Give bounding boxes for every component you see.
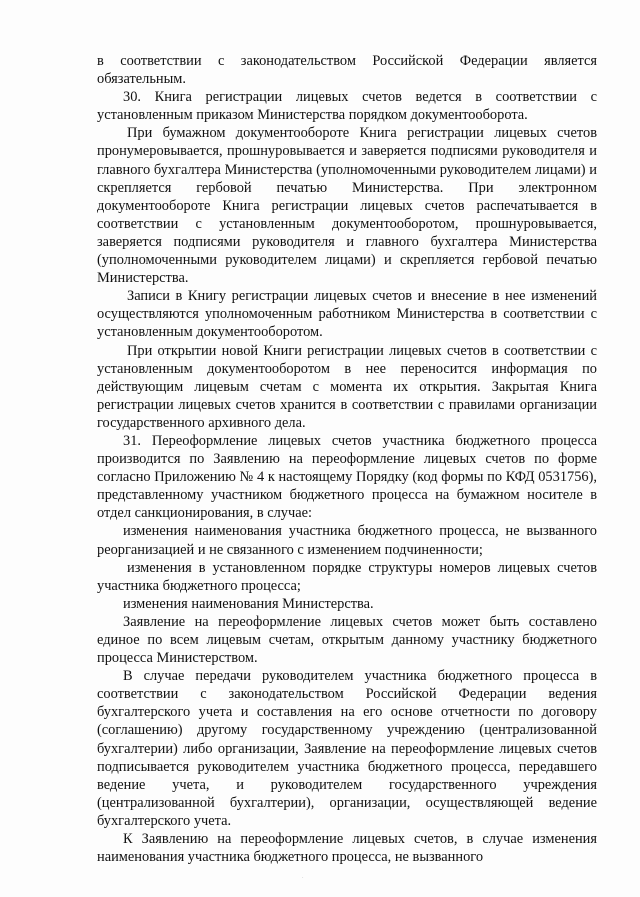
paragraph-paper-workflow: При бумажном документообороте Книга регистрации лицевых счетов пронумеровывается, прошнуровывается и заверяется подписями руководителя и главного бухгалтера Министерства (уполномоченными руководителем лицами) и скрепляется гербовой печатью Министерства. При электронном документообороте Книга регистрации лицевых счетов распечатывается в соответствии с установленным документооборотом, прошнуровывается, заверяется подписями руководителя и главного бухгалтера Министерства (уполномоченными руководителем лицами) и скрепляется гербовой печатью Министерства. [97, 125, 597, 287]
paragraph-continuation: в соответствии с законодательством Российской Федерации является обязательным. [97, 53, 597, 88]
page-mark: . [302, 874, 304, 880]
paragraph-new-book: При открытии новой Книги регистрации лицевых счетов в соответствии с установленным документооборотом в нее переносится информация по действующим лицевым счетам с момента их открытия. Закрытая Книга регистрации лицевых счетов хранится в соответствии с правилами организации государственного архивного дела. [97, 342, 597, 431]
list-item-name-change: изменения наименования участника бюджетного процесса, не вызванного реорганизацией и не связанного с изменением подчиненности; [97, 523, 597, 558]
document-body [97, 52, 597, 866]
paragraph-30: 30. Книга регистрации лицевых счетов ведется в соответствии с установленным приказом Министерства порядком документооборота. [97, 89, 597, 124]
paragraph-transfer-accounting: В случае передачи руководителем участника бюджетного процесса в соответствии с законодательством Российской Федерации ведения бухгалтерского учета и составления на его основе отчетности по договору (соглашению) другому государственному учреждению (централизованной бухгалтерии) либо организации, Заявление на переоформление лицевых счетов подписывается руководителем участника бюджетного процесса, передавшего ведение учета, и руководителем государственного учреждения (централизованной бухгалтерии), организации, осуществляющей ведение бухгалтерского учета. [97, 668, 597, 829]
paragraph-single-application: Заявление на переоформление лицевых счетов может быть составлено единое по всем лицевым счетам, открытым данному участнику бюджетного процесса Министерством. [97, 613, 597, 667]
paragraph-31: 31. Переоформление лицевых счетов участника бюджетного процесса производится по Заявлению на переоформление лицевых счетов по форме согласно Приложению № 4 к настоящему Порядку (код формы по КФД 0531756), представленному участником бюджетного процесса на бумажном носителе в отдел санкционирования, в случае: [97, 432, 597, 522]
list-item-ministry-name: изменения наименования Министерства. [123, 595, 374, 612]
paragraph-records: Записи в Книгу регистрации лицевых счетов и внесение в нее изменений осуществляются уполномоченным работником Министерства в соответствии с установленным документооборотом. [97, 288, 597, 341]
paragraph-application-attachments: К Заявлению на переоформление лицевых счетов, в случае изменения наименования участника бюджетного процесса, не вызванного [97, 831, 597, 866]
list-item-structure-change: изменения в установленном порядке структуры номеров лицевых счетов участника бюджетного процесса; [97, 559, 597, 594]
